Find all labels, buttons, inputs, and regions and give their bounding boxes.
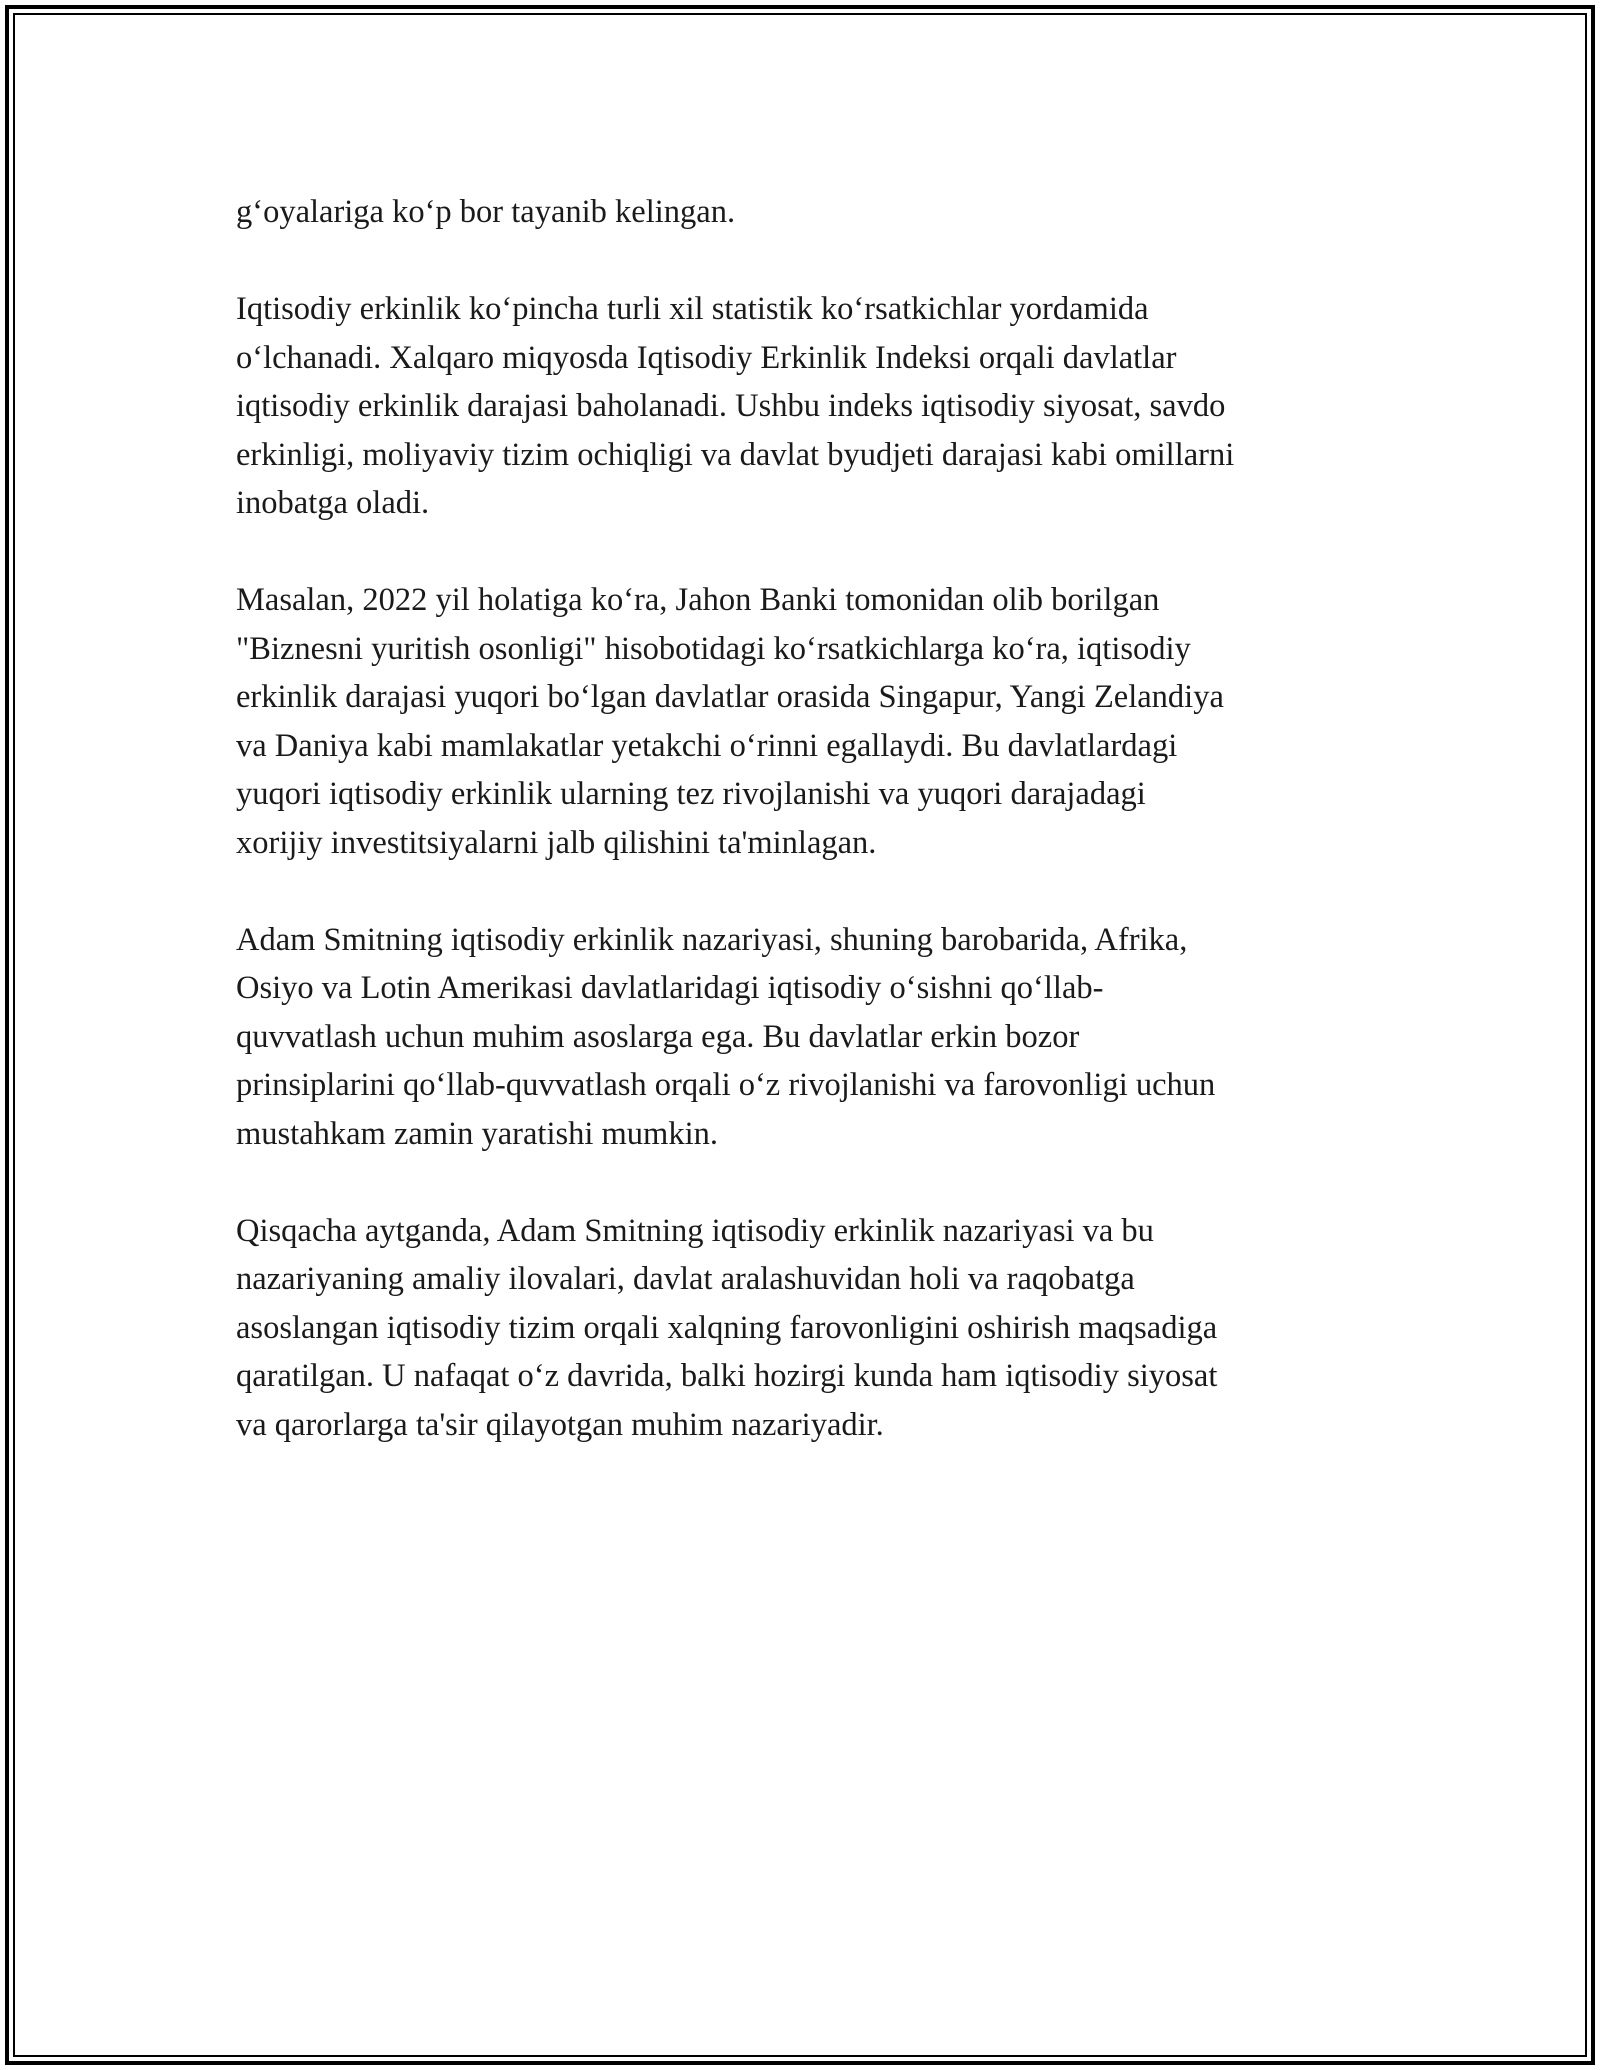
paragraph-3: Masalan, 2022 yil holatiga ko‘ra, Jahon Banki tomonidan olib borilgan "Biznesni yuritish osonligi" hisobotidagi ko‘rsatkichlarga ko‘ra, iqtisodiy erkinlik darajasi yuqori bo‘lgan davlatlar orasida Singapur, Yangi Zelandiya va Daniya kabi mamlakatlar yetakchi o‘rinni egallaydi. Bu davlatlardagi yuqori iqtisodiy erkinlik ularning tez rivojlanishi va yuqori darajadagi xorijiy investitsiyalarni jalb qilishini ta'minlagan.	[236, 582, 1224, 861]
paragraph-1: g‘oyalariga ko‘p bor tayanib kelingan.	[236, 194, 736, 230]
paragraph-5: Qisqacha aytganda, Adam Smitning iqtisodiy erkinlik nazariyasi va bu nazariyaning amaliy ilovalari, davlat aralashuvidan holi va raqobatga asoslangan iqtisodiy tizim orqali xalqning farovonligini oshirish maqsadiga qaratilgan. U nafaqat o‘z davrida, balki hozirgi kunda ham iqtisodiy siyosat va qarorlarga ta'sir qilayotgan muhim nazariyadir.	[236, 1212, 1218, 1443]
paragraph-4: Adam Smitning iqtisodiy erkinlik nazariyasi, shuning barobarida, Afrika, Osiyo va Lotin Amerikasi davlatlaridagi iqtisodiy o‘sishni qo‘llab- quvvatlash uchun muhim asoslarga ega. Bu davlatlar erkin bozor prinsiplarini qo‘llab-quvvatlash orqali o‘z rivojlanishi va farovonligi uchun mustahkam zamin yaratishi mumkin.	[236, 921, 1216, 1152]
paragraph-2: Iqtisodiy erkinlik ko‘pincha turli xil statistik ko‘rsatkichlar yordamida o‘lchanadi. Xalqaro miqyosda Iqtisodiy Erkinlik Indeksi orqali davlatlar iqtisodiy erkinlik darajasi baholanadi. Ushbu indeks iqtisodiy siyosat, savdo erkinligi, moliyaviy tizim ochiqligi va davlat byudjeti darajasi kabi omillarni inobatga oladi.	[236, 291, 1235, 521]
document-body	[236, 188, 1376, 1498]
